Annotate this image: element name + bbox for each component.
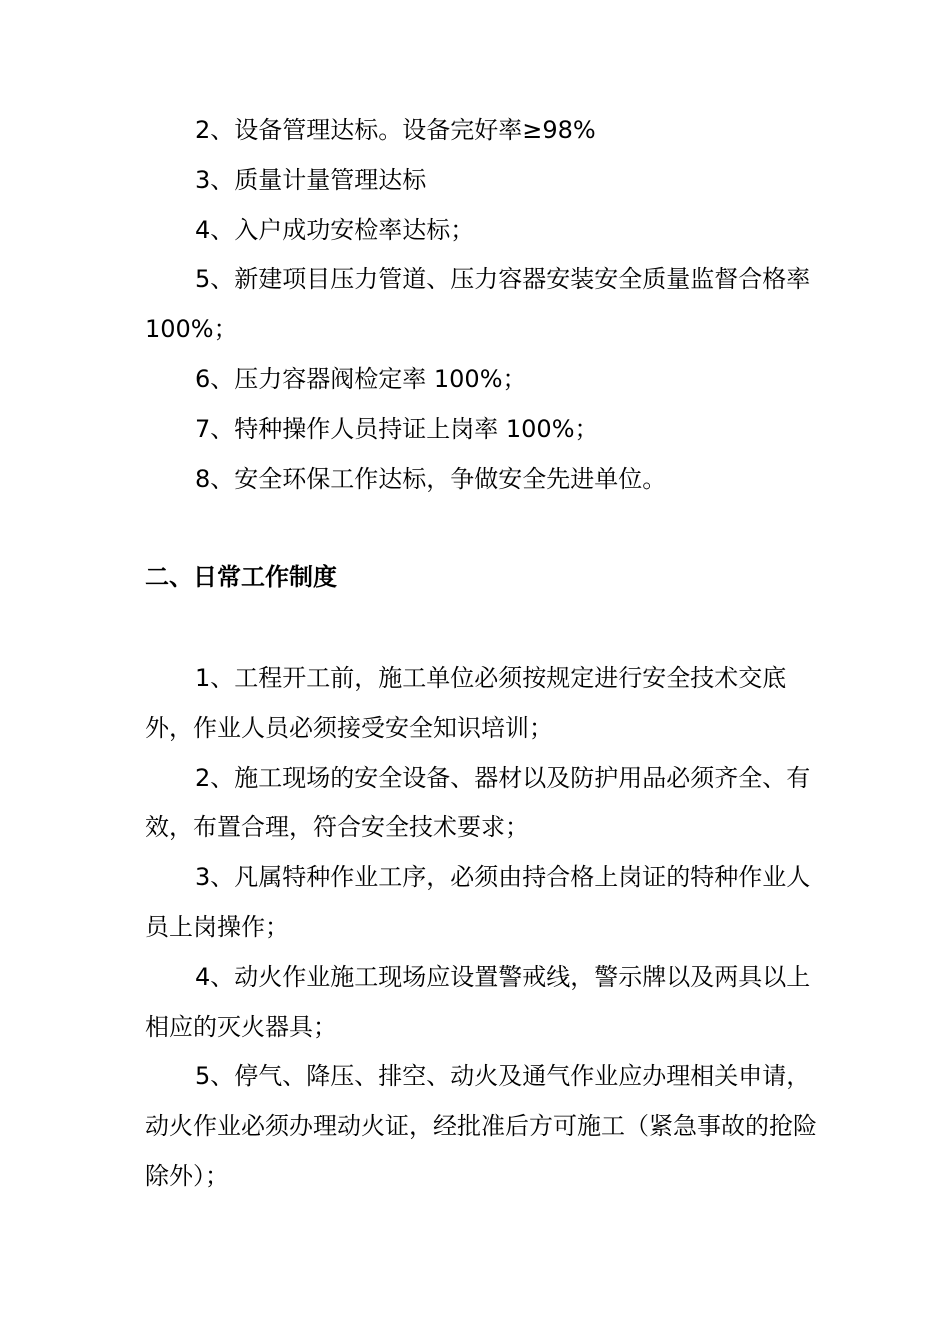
goal-item-quality: 3、质量计量管理达标 [195, 165, 427, 194]
rule-item-gas-shutdown: 5、停气、降压、排空、动火及通气作业应办理相关申请，动火作业必须办理动火证，经批准后方可施工（紧急事故的抢险除外）； [145, 1062, 817, 1190]
goal-item-certification: 7、特种操作人员持证上岗率 100%； [195, 414, 599, 443]
section-heading: 二、日常工作制度 [145, 563, 337, 591]
goal-item-equipment: 2、设备管理达标。设备完好率≥98% [195, 116, 596, 144]
goal-item-valve: 6、压力容器阀检定率 100%； [195, 364, 527, 393]
goal-item-inspection: 4、入户成功安检率达标； [195, 215, 475, 244]
rule-item-hot-work: 4、动火作业施工现场应设置警戒线，警示牌以及两具以上相应的灭火器具； [145, 962, 811, 1041]
rule-item-special-work: 3、凡属特种作业工序，必须由持合格上岗证的特种作业人员上岗操作； [145, 863, 811, 941]
goals-list [145, 106, 825, 504]
goal-item-safety: 8、安全环保工作达标，争做安全先进单位。 [195, 464, 667, 493]
rule-item-training: 1、工程开工前，施工单位必须按规定进行安全技术交底外，作业人员必须接受安全知识培训； [145, 664, 787, 742]
goal-item-pressure-pipeline: 5、新建项目压力管道、压力容器安装安全质量监督合格率 100%； [145, 265, 811, 344]
rule-item-equipment: 2、施工现场的安全设备、器材以及防护用品必须齐全、有效，布置合理，符合安全技术要求； [145, 763, 811, 842]
rules-list [145, 654, 825, 1202]
